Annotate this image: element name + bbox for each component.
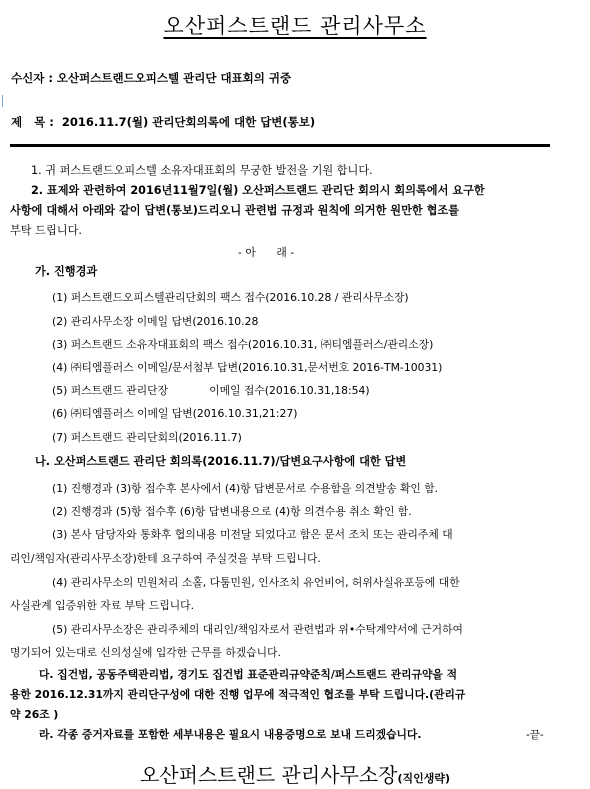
na-item-3-line-2: 리인/책임자(관리사무소장)한테 요구하여 주실것을 부탁 드립니다. [10,552,321,565]
paragraph-1: 1. 귀 퍼스트랜드오피스텔 소유자대표회의 무궁한 발전을 기원 합니다. [31,164,373,177]
paragraph-2-line-3: 부탁 드립니다. [10,224,82,237]
na-item-2: (2) 진행경과 (5)항 접수후 (6)항 답변내용으로 (4)항 의견수용 취소 확인 함. [52,505,412,518]
recipient-line: 수신자 : 오산퍼스트랜드오피스텔 관리단 대표회의 귀중 [11,71,292,85]
ga-item-5: (5) 퍼스트랜드 관리단장 이메일 접수(2016.10.31,18:54) [52,384,370,397]
na-item-5-line-2: 명기되어 있는대로 신의성실에 입각한 근무를 하겠습니다. [10,646,281,659]
ga-item-1: (1) 퍼스트랜드오피스텔관리단회의 팩스 접수(2016.10.28 / 관리사무소장) [52,291,409,304]
paragraph-2-line-2: 사항에 대해서 아래와 같이 답변(통보)드리오니 관련법 규정과 원칙에 의거한 원만한 협조를 [10,204,460,217]
below-heading: - 아 래 - [238,246,295,259]
document-title: 오산퍼스트랜드 관리사무소 [163,14,427,38]
signature-name: 오산퍼스트랜드 관리사무소장 [139,763,398,787]
section-na-heading: 나. 오산퍼스트랜드 관리단 회의록(2016.11.7)/답변요구사항에 대한 답변 [35,455,407,468]
na-item-3-line-1: (3) 본사 담당자와 통화후 협의내용 미전달 되었다고 함은 문서 조치 또는 관리주체 대 [52,528,453,541]
section-ga-heading: 가. 진행경과 [35,265,98,278]
header-divider [10,144,550,147]
text-cursor [2,95,3,107]
na-item-5-line-1: (5) 관리사무소장은 관리주체의 대리인/책임자로서 관련법과 위•수탁계약서에 근거하여 [52,623,463,636]
section-ra: 라. 각종 증거자료를 포함한 세부내용은 필요시 내용증명으로 보내 드리겠습니다. [39,728,422,741]
na-item-4-line-2: 사실관계 입증위한 자료 부탁 드립니다. [10,599,195,612]
section-da-line-2: 용한 2016.12.31까지 관리단구성에 대한 진행 업무에 적극적인 협조를 부탁 드립니다.(관리규 [10,688,466,701]
section-da-line-3: 약 26조 ) [10,708,59,721]
na-item-4-line-1: (4) 관리사무소의 민원처리 소홀, 다툼민원, 인사조치 유언비어, 허위사실유포등에 대한 [52,576,460,589]
na-item-1: (1) 진행경과 (3)항 접수후 본사에서 (4)항 답변문서로 수용함을 의견발송 확인 함. [52,482,439,495]
ga-item-3: (3) 퍼스트랜드 소유자대표회의 팩스 접수(2016.10.31, ㈜티엠플러스/관리소장) [52,338,434,351]
seal-note: (직인생략) [397,772,451,785]
paragraph-2-line-1: 2. 표제와 관련하여 2016년11월7일(월) 오산퍼스트랜드 관리단 회의시 회의록에서 요구한 [31,184,485,197]
signature-block [0,759,590,788]
ga-item-2: (2) 관리사무소장 이메일 답변(2016.10.28 [52,315,259,328]
ga-item-7: (7) 퍼스트랜드 관리단회의(2016.11.7) [52,431,242,444]
subject-line: 제 목 : 2016.11.7(월) 관리단회의록에 대한 답변(통보) [11,115,316,129]
ga-item-6: (6) ㈜티엠플러스 이메일 답변(2016.10.31,21:27) [52,407,298,420]
section-da-line-1: 다. 집건법, 공동주택관리법, 경기도 집건법 표준관리규약준칙/퍼스트랜드 관리규약을 적 [39,668,458,681]
ga-item-4: (4) ㈜티엠플러스 이메일/문서첨부 답변(2016.10.31,문서번호 2016-TM-10031) [52,361,443,374]
end-mark: -끝- [526,729,544,741]
